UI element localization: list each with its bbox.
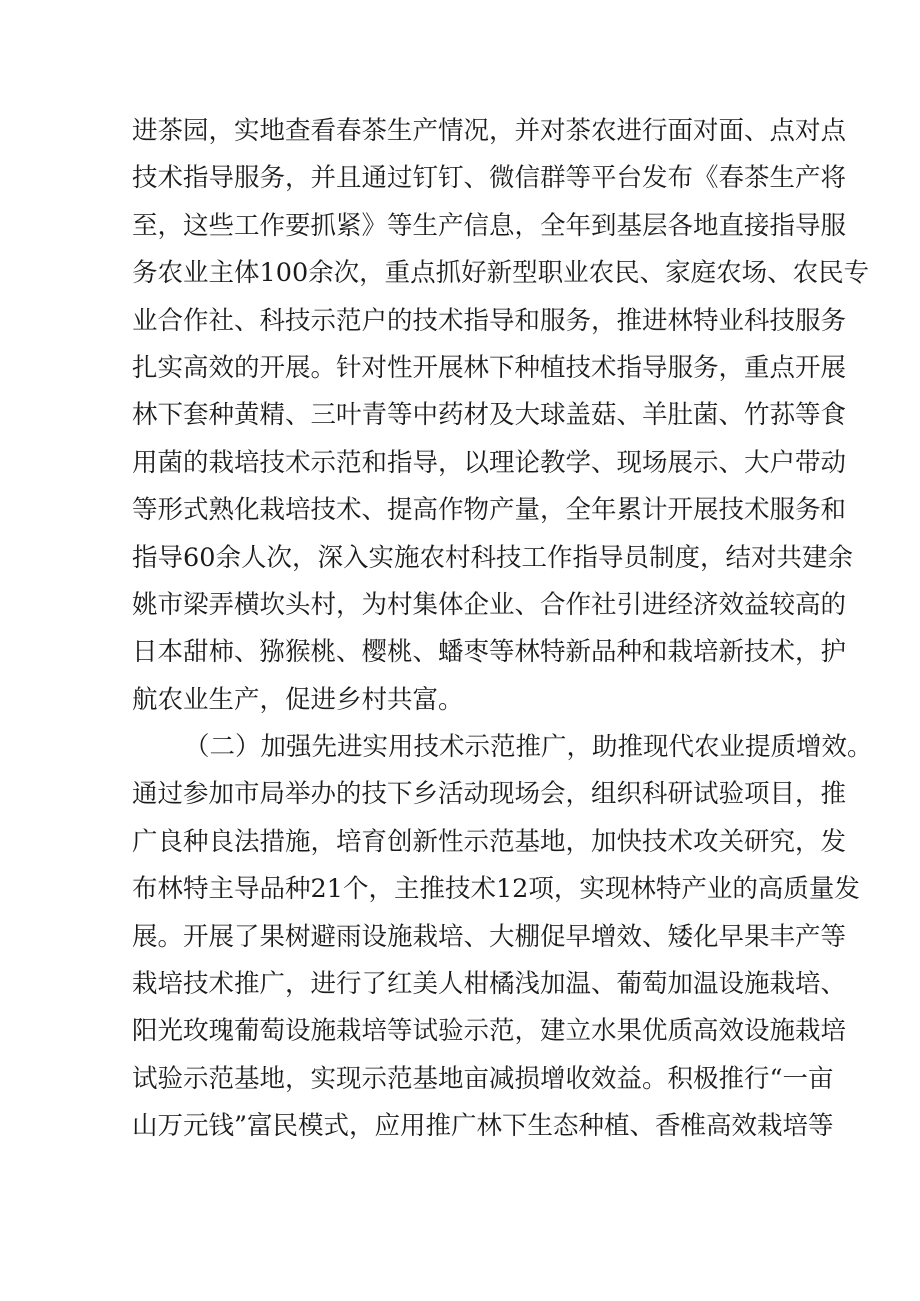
text-line: 日本甜柿、猕猴桃、樱桃、蟠枣等林特新品种和栽培新技术，护	[132, 637, 847, 668]
text-line: 扎实高效的开展。针对性开展林下种植技术指导服务，重点开展	[132, 352, 847, 383]
text-line: 山万元钱”富民模式，应用推广林下生态种植、香椎高效栽培等	[132, 1111, 834, 1142]
paragraph-2	[132, 724, 873, 1151]
text-line: 至，这些工作要抓紧》等生产信息，全年到基层各地直接指导服	[132, 210, 847, 241]
text-line: 技术指导服务，并且通过钉钉、微信群等平台发布《春茶生产将	[132, 163, 847, 194]
text-line: 通过参加市局举办的技下乡活动现场会，组织科研试验项目，推	[132, 779, 847, 810]
text-line: 林下套种黄精、三叶青等中药材及大球盖菇、羊肚菌、竹荪等食	[132, 400, 847, 431]
paragraph-1	[132, 108, 870, 724]
text-line: 阳光玫瑰葡萄设施栽培等试验示范，建立水果优质高效设施栽培	[132, 1016, 847, 1047]
text-line: 用菌的栽培技术示范和指导，以理论教学、现场展示、大户带动	[132, 447, 847, 478]
text-line: 航农业生产，促进乡村共富。	[132, 684, 464, 715]
text-line: 广良种良法措施，培育创新性示范基地，加快技术攻关研究，发	[132, 826, 847, 857]
section-heading-line: （二）加强先进实用技术示范推广，助推现代农业提质增效。	[184, 732, 873, 763]
text-line: 试验示范基地，实现示范基地亩减损增收效益。积极推行“一亩	[132, 1063, 834, 1094]
text-line: 姚市梁弄横坎头村，为村集体企业、合作社引进经济效益较高的	[132, 589, 847, 620]
document-body	[132, 108, 873, 1151]
text-line: 务农业主体100余次，重点抓好新型职业农民、家庭农场、农民专	[132, 258, 870, 289]
text-line: 业合作社、科技示范户的技术指导和服务，推进林特业科技服务	[132, 305, 847, 336]
text-line: 栽培技术推广，进行了红美人柑橘浅加温、葡萄加温设施栽培、	[132, 969, 847, 1000]
text-line: 布林特主导品种21个，主推技术12项，实现林特产业的高质量发	[132, 874, 860, 905]
text-line: 展。开展了果树避雨设施栽培、大棚促早增效、矮化早果丰产等	[132, 921, 847, 952]
text-line: 等形式熟化栽培技术、提高作物产量，全年累计开展技术服务和	[132, 495, 847, 526]
text-line: 进茶园，实地查看春茶生产情况，并对茶农进行面对面、点对点	[132, 116, 847, 146]
text-line: 指导60余人次，深入实施农村科技工作指导员制度，结对共建余	[132, 542, 853, 573]
